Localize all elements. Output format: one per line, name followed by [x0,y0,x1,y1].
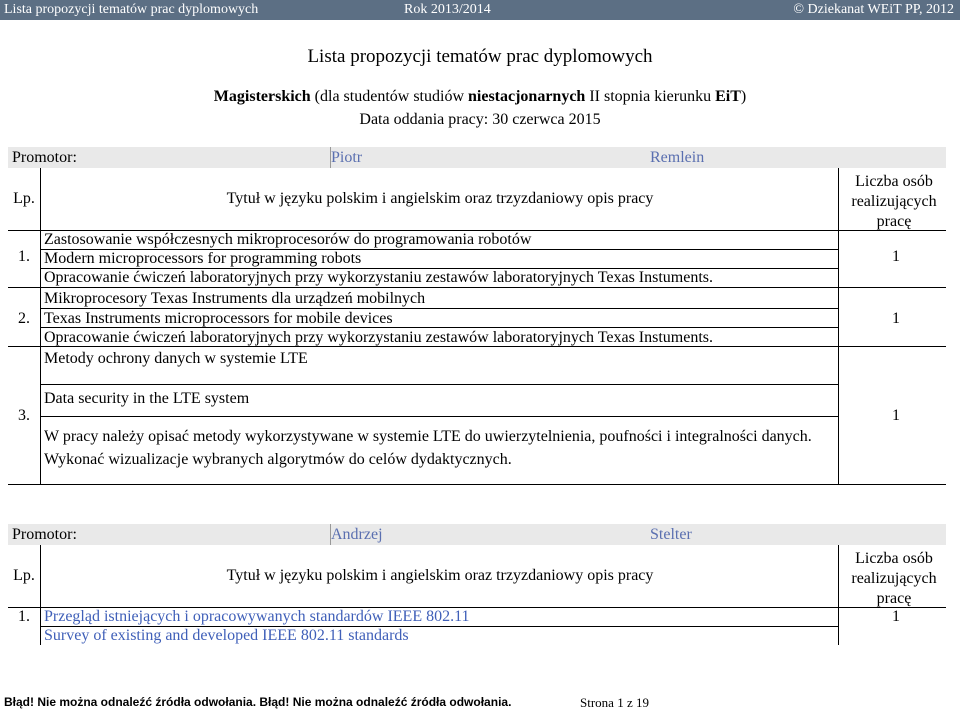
document-title: Lista propozycji tematów prac dyplomowych [307,46,653,67]
document-subtitle [0,88,960,106]
thesis-title-en: Modern microprocessors for programming robots [44,250,362,267]
grid-line [8,484,946,485]
promotor-row-1 [8,147,946,168]
thesis-description-line-2: Wykonać wizualizacje wybranych algorytmów do celów dydaktycznych. [44,451,512,468]
thesis-title-en[interactable]: Survey of existing and developed IEEE 802.11 standards [44,627,409,644]
promotor-last-name[interactable]: Stelter [650,526,692,543]
thesis-title-en: Data security in the LTE system [44,390,250,407]
student-count: 1 [892,608,900,625]
header-bar [0,0,960,20]
thesis-description-line-1: W pracy należy opisać metody wykorzystywane w systemie LTE do uwierzytelnienia, poufności i integralności danych. [44,428,812,445]
column-count: Liczba osób realizujących pracę [851,173,937,230]
table-header-2 [8,545,946,608]
grid-line [40,384,838,385]
header-copyright: © Dziekanat WEiT PP, 2012 [793,2,954,17]
grid-line [40,308,838,309]
grid-line [838,168,839,484]
column-lp: Lp. [13,567,35,584]
degree-level: Magisterskich [213,88,311,105]
promotor-row-2 [8,524,946,545]
reference-error: Błąd! Nie można odnaleźć źródła odwołania. Błąd! Nie można odnaleźć źródła odwołania. [4,695,512,709]
column-title: Tytuł w języku polskim i angielskim oraz trzyzdaniowy opis pracy [226,567,654,584]
row-number: 1. [18,608,30,625]
thesis-title-pl: Zastosowanie współczesnych mikroprocesorów do programowania robotów [44,231,532,248]
table-header-1 [8,168,946,231]
grid-line [40,168,41,484]
thesis-title-en: Texas Instruments microprocessors for mobile devices [44,310,393,327]
subtitle-text-2: II stopnia kierunku [585,88,716,105]
promotor-last-name[interactable]: Remlein [650,149,705,166]
subtitle-text: (dla studentów studiów [310,88,468,105]
thesis-description: Opracowanie ćwiczeń laboratoryjnych przy wykorzystaniu zestawów laboratoryjnych Texas Instuments. [44,329,714,346]
student-count: 1 [892,310,900,327]
header-doc-title: Lista propozycji tematów prac dyplomowych [4,2,259,17]
page-number: Strona 1 z 19 [580,695,649,710]
thesis-description: Opracowanie ćwiczeń laboratoryjnych przy wykorzystaniu zestawów laboratoryjnych Texas Instuments. [44,269,714,286]
header-year: Rok 2013/2014 [404,2,491,17]
row-number: 1. [18,248,30,265]
thesis-title-pl[interactable]: Przegląd istniejących i opracowywanych standardów IEEE 802.11 [44,608,470,625]
grid-line [8,287,946,288]
page-footer [0,692,960,712]
grid-line [838,545,839,645]
student-count: 1 [892,248,900,265]
row-number: 3. [18,407,30,424]
grid-line [40,416,838,417]
grid-line [40,545,41,645]
thesis-title-pl: Metody ochrony danych w systemie LTE [44,350,308,367]
thesis-title-pl: Mikroprocesory Texas Instruments dla urządzeń mobilnych [44,290,426,307]
column-title: Tytuł w języku polskim i angielskim oraz trzyzdaniowy opis pracy [226,190,654,207]
study-mode: niestacjonarnych [468,88,586,105]
column-lp: Lp. [13,190,35,207]
promotor-first-name[interactable]: Piotr [331,149,363,166]
field-of-study: EiT [715,88,741,105]
column-count: Liczba osób realizujących pracę [851,550,937,607]
promotor-label: Promotor: [12,526,77,543]
promotor-label: Promotor: [12,149,77,166]
row-number: 2. [18,310,30,327]
promotor-first-name[interactable]: Andrzej [331,526,383,543]
student-count: 1 [892,407,900,424]
submission-date: Data oddania pracy: 30 czerwca 2015 [359,111,601,128]
subtitle-end: ) [740,88,747,105]
